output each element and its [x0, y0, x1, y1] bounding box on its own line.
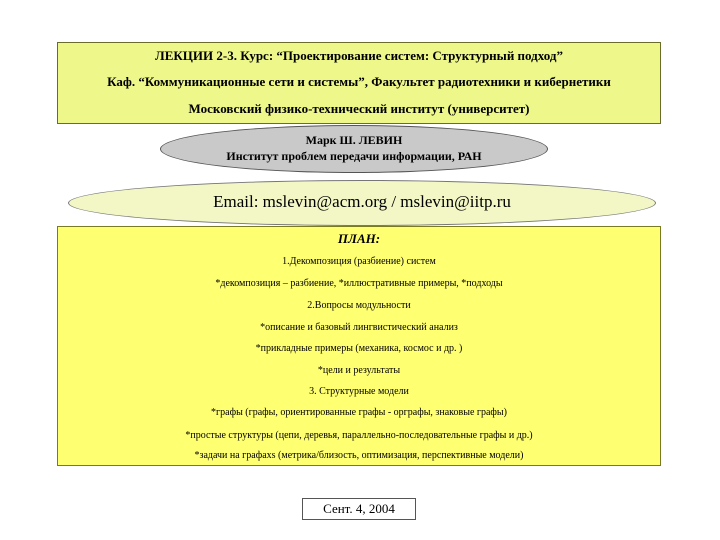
plan-box: [57, 226, 661, 466]
plan-item: *цели и результаты: [317, 365, 401, 376]
plan-item: *декомпозиция – разбиение, *иллюстративные примеры, *подходы: [215, 278, 503, 289]
course-title: ЛЕКЦИИ 2-3. Курс: “Проектирование систем: Структурный подход”: [155, 48, 563, 63]
plan-title: ПЛАН:: [337, 231, 381, 246]
plan-item: 3. Структурные модели: [309, 386, 409, 397]
plan-item: *графы (графы, ориентированные графы - орграфы, знаковые графы): [211, 407, 507, 418]
plan-item: *задачи на графахs (метрика/близость, оптимизация, перспективные модели): [194, 450, 524, 461]
plan-item: *прикладные примеры (механика, космос и др. ): [255, 343, 463, 354]
plan-item: 2.Вопросы модульности: [307, 300, 411, 311]
author-institute: Институт проблем передачи информации, РАН: [226, 149, 482, 163]
email-ellipse: [68, 180, 656, 226]
email-text: Email: mslevin@acm.org / mslevin@iitp.ru: [213, 192, 511, 211]
university-line: Московский физико-технический институт (университет): [188, 101, 530, 116]
author-name: Марк Ш. ЛЕВИН: [305, 133, 403, 147]
course-header-box: [57, 42, 661, 124]
plan-item: *описание и базовый лингвистический анализ: [260, 322, 458, 333]
plan-item: 1.Декомпозиция (разбиение) систем: [282, 256, 436, 267]
date-box: Сент. 4, 2004: [302, 498, 416, 520]
department-line: Каф. “Коммуникационные сети и системы”, Факультет радиотехники и кибернетики: [107, 74, 611, 89]
plan-item: *простые структуры (цепи, деревья, параллельно-последовательные графы и др.): [185, 430, 533, 441]
author-ellipse: [160, 125, 548, 173]
